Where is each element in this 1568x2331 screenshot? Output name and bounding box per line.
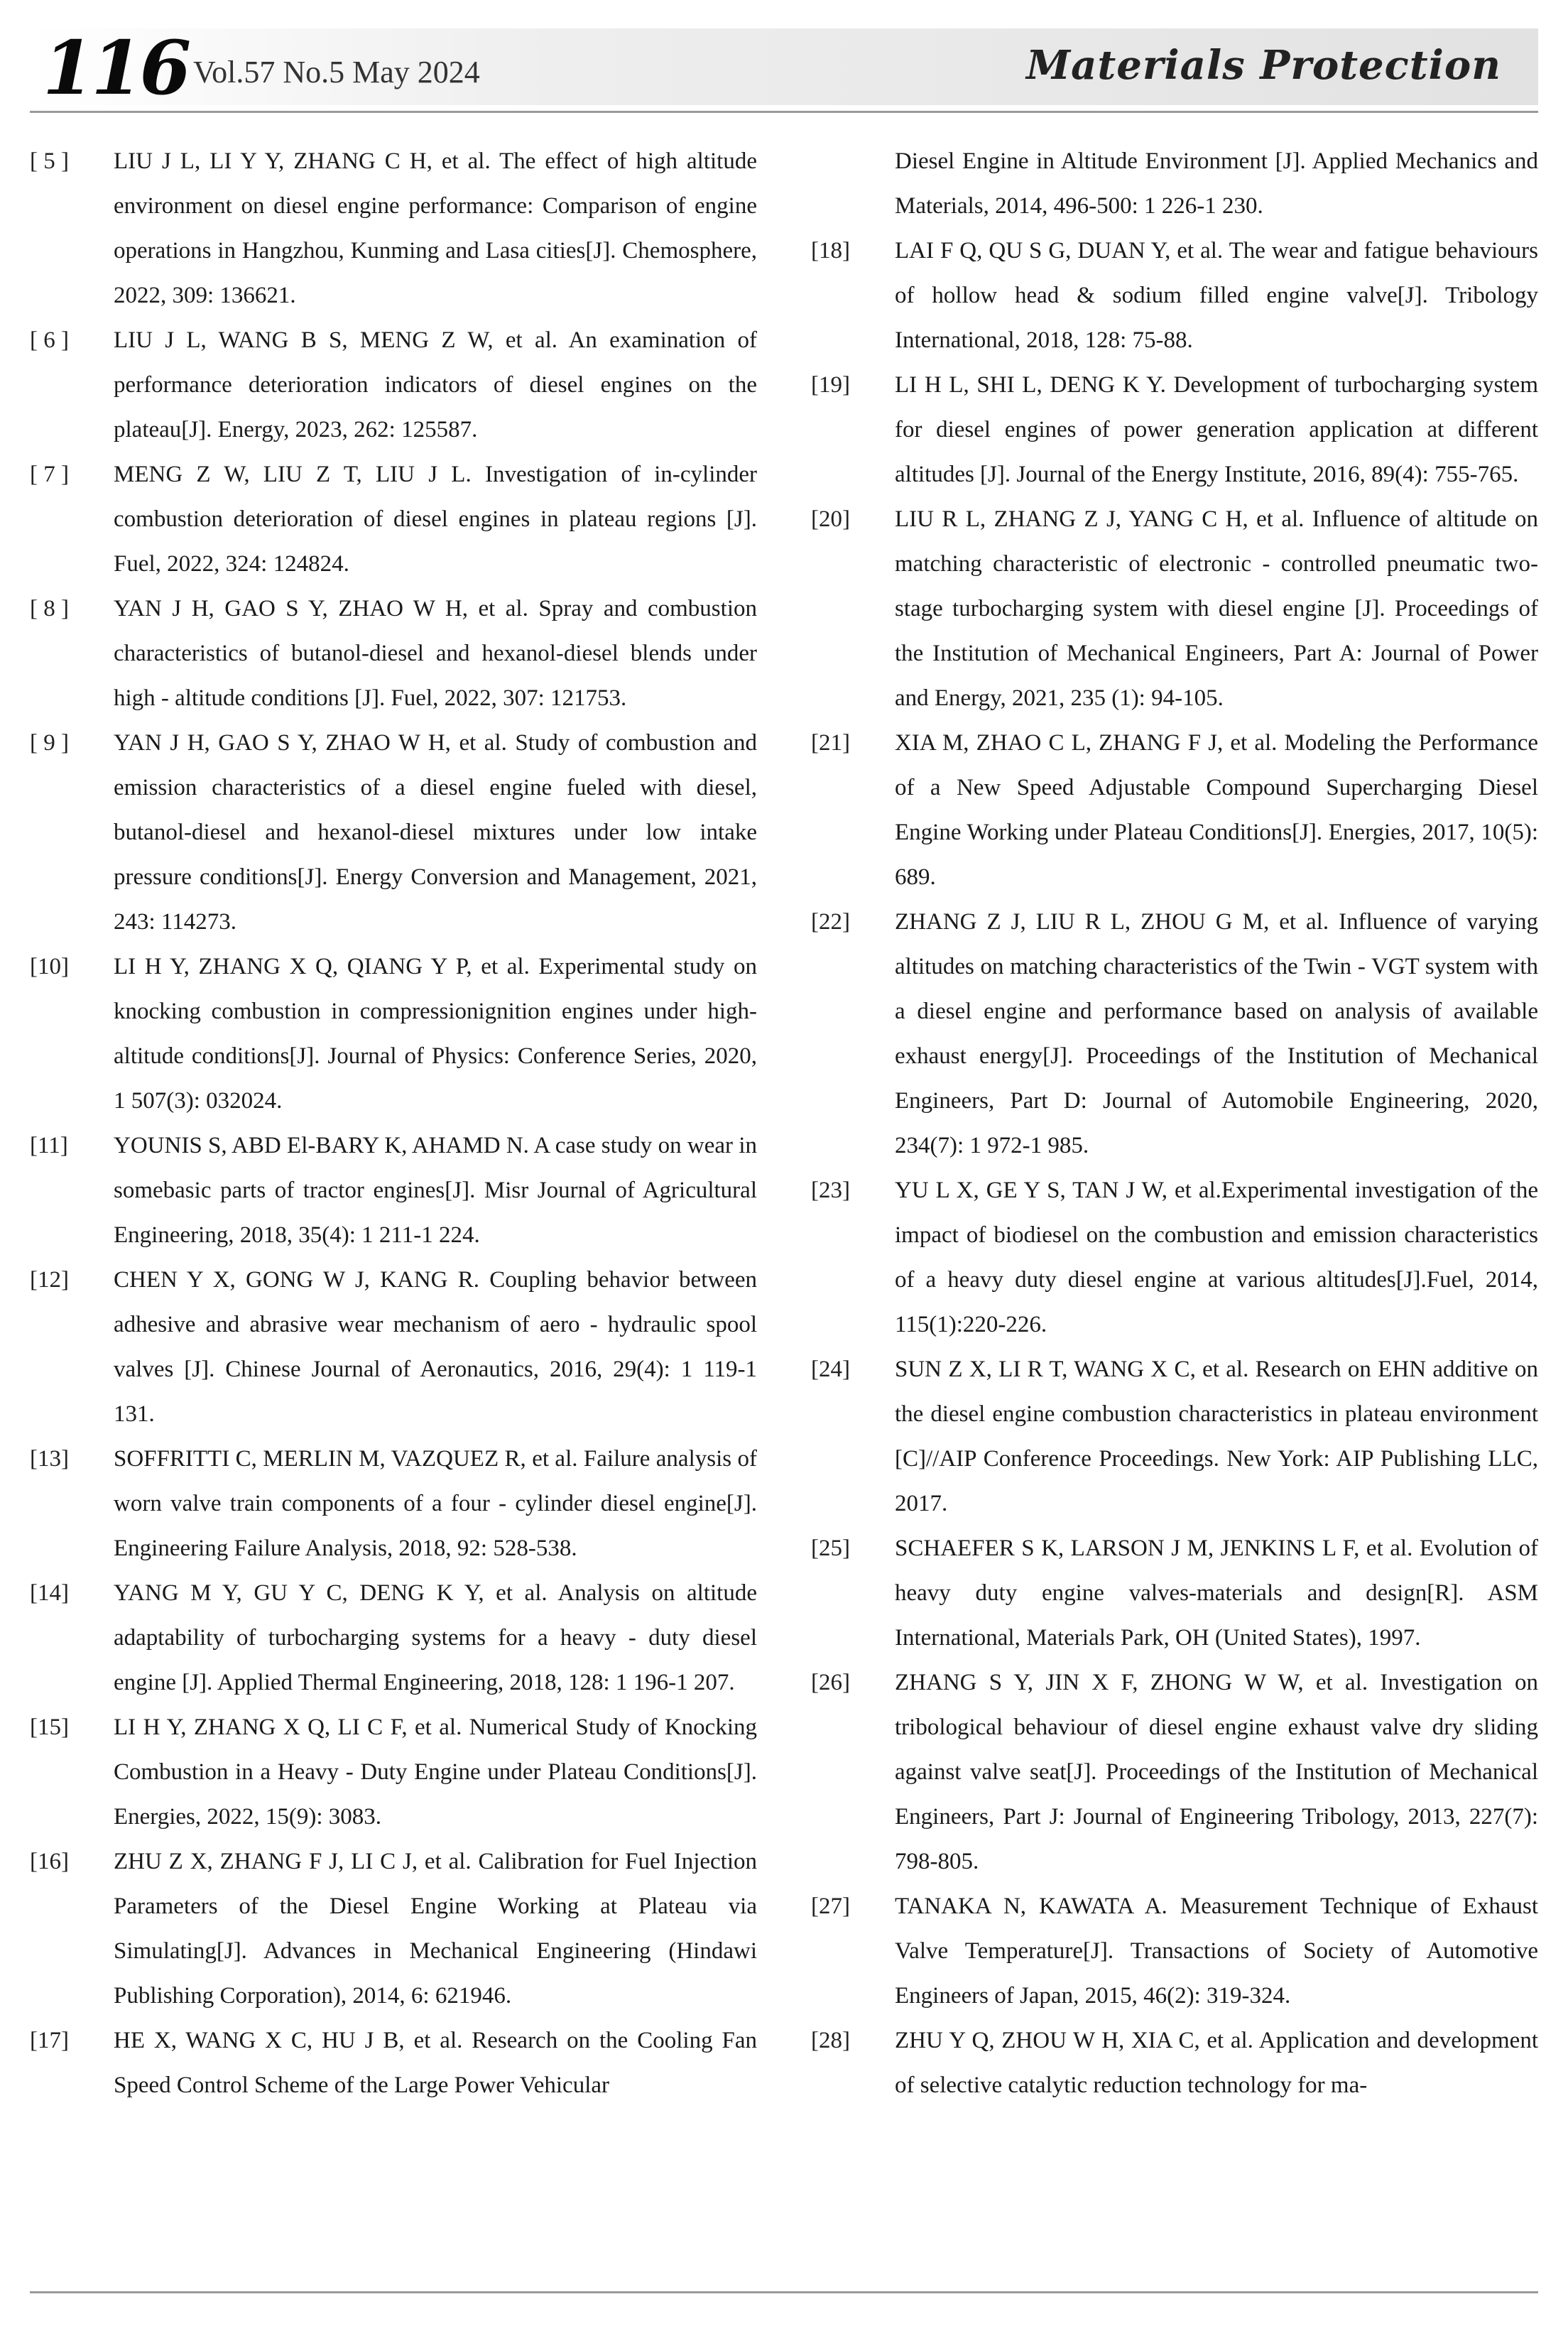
reference-item	[30, 318, 757, 452]
reference-number: [ 6 ]	[30, 327, 69, 353]
reference-number: [19]	[811, 372, 850, 398]
reference-item	[30, 721, 757, 945]
reference-text: LIU R L, ZHANG Z J, YANG C H, et al. Influence of altitude on matching characteristic of electronic - controlled pneumatic two-stage turbocharging system with diesel engine [J]. Proceedings of the Institution of Mechanical Engineers, Part A: Journal of Power and Energy, 2021, 235 (1): 94-105.	[895, 506, 1538, 711]
reference-text: LIU J L, WANG B S, MENG Z W, et al. An examination of performance deterioration indicators of diesel engines on the plateau[J]. Energy, 2023, 262: 125587.	[114, 327, 757, 442]
reference-text: ZHANG Z J, LIU R L, ZHOU G M, et al. Influence of varying altitudes on matching characteristics of the Twin - VGT system with a diesel engine and performance based on analysis of available exhaust energy[J]. Proceedings of the Institution of Mechanical Engineers, Part D: Journal of Automobile Engineering, 2020, 234(7): 1 972-1 985.	[895, 909, 1538, 1158]
issue-info: Vol.57 No.5 May 2024	[193, 55, 480, 89]
reference-item	[811, 229, 1538, 363]
reference-item	[30, 452, 757, 587]
reference-number: [ 5 ]	[30, 148, 69, 174]
reference-text: LI H Y, ZHANG X Q, QIANG Y P, et al. Experimental study on knocking combustion in compressionignition engines under high-altitude conditions[J]. Journal of Physics: Conference Series, 2020, 1 507(3): 032024.	[114, 954, 757, 1114]
reference-text: TANAKA N, KAWATA A. Measurement Technique of Exhaust Valve Temperature[J]. Transactions of Society of Automotive Engineers of Japan, 2015, 46(2): 319-324.	[895, 1893, 1538, 2009]
reference-number: [22]	[811, 909, 850, 935]
reference-item	[30, 1124, 757, 1258]
reference-number: [10]	[30, 954, 69, 979]
reference-number: [27]	[811, 1893, 850, 1919]
reference-text: ZHU Y Q, ZHOU W H, XIA C, et al. Application and development of selective catalytic reduction technology for ma-	[895, 2028, 1538, 2098]
reference-text: ZHU Z X, ZHANG F J, LI C J, et al. Calibration for Fuel Injection Parameters of the Diesel Engine Working at Plateau via Simulating[J]. Advances in Mechanical Engineering (Hindawi Publishing Corporation), 2014, 6: 621946.	[114, 1849, 757, 2009]
reference-text: LIU J L, LI Y Y, ZHANG C H, et al. The effect of high altitude environment on diesel engine performance: Comparison of engine operations in Hangzhou, Kunming and Lasa cities[J]. Chemosphere, 2022, 309: 136621.	[114, 148, 757, 308]
reference-number: [15]	[30, 1715, 69, 1740]
reference-text: Diesel Engine in Altitude Environment [J]. Applied Mechanics and Materials, 2014, 496-500: 1 226-1 230.	[895, 148, 1538, 219]
reference-text: YAN J H, GAO S Y, ZHAO W H, et al. Study of combustion and emission characteristics of a diesel engine fueled with diesel, butanol-diesel and hexanol-diesel mixtures under low intake pressure conditions[J]. Energy Conversion and Management, 2021, 243: 114273.	[114, 730, 757, 935]
reference-number: [21]	[811, 730, 850, 756]
reference-text: LAI F Q, QU S G, DUAN Y, et al. The wear and fatigue behaviours of hollow head & sodium filled engine valve[J]. Tribology International, 2018, 128: 75-88.	[895, 238, 1538, 353]
reference-item	[30, 587, 757, 721]
reference-number: [18]	[811, 238, 850, 263]
reference-number: [12]	[30, 1267, 69, 1293]
reference-number: [23]	[811, 1178, 850, 1203]
reference-item	[30, 1840, 757, 2018]
reference-number: [17]	[30, 2028, 69, 2053]
reference-text: YANG M Y, GU Y C, DENG K Y, et al. Analysis on altitude adaptability of turbocharging systems for a heavy - duty diesel engine [J]. Applied Thermal Engineering, 2018, 128: 1 196-1 207.	[114, 1580, 757, 1695]
reference-item	[811, 1884, 1538, 2018]
footer-rule	[30, 2291, 1538, 2293]
reference-item	[811, 900, 1538, 1168]
reference-item	[811, 1347, 1538, 1526]
reference-item	[811, 497, 1538, 721]
reference-number: [16]	[30, 1849, 69, 1874]
reference-number: [25]	[811, 1536, 850, 1561]
reference-text: LI H Y, ZHANG X Q, LI C F, et al. Numerical Study of Knocking Combustion in a Heavy - Duty Engine under Plateau Conditions[J]. Energies, 2022, 15(9): 3083.	[114, 1715, 757, 1830]
reference-number: [ 8 ]	[30, 596, 69, 621]
reference-text: YU L X, GE Y S, TAN J W, et al.Experimental investigation of the impact of biodiesel on the combustion and emission characteristics of a heavy duty diesel engine at various altitudes[J].Fuel, 2014, 115(1):220-226.	[895, 1178, 1538, 1337]
reference-item	[811, 2018, 1538, 2108]
reference-column-right	[811, 139, 1538, 2108]
reference-item	[811, 1526, 1538, 1661]
reference-text: SOFFRITTI C, MERLIN M, VAZQUEZ R, et al. Failure analysis of worn valve train components of a four - cylinder diesel engine[J]. Engineering Failure Analysis, 2018, 92: 528-538.	[114, 1446, 757, 1561]
reference-item	[30, 1571, 757, 1705]
reference-item	[811, 721, 1538, 900]
reference-number: [ 7 ]	[30, 462, 69, 487]
reference-item	[30, 945, 757, 1124]
reference-text: HE X, WANG X C, HU J B, et al. Research on the Cooling Fan Speed Control Scheme of the Large Power Vehicular	[114, 2028, 757, 2098]
reference-column-left	[30, 139, 757, 2108]
reference-continuation	[811, 139, 1538, 229]
reference-number: [20]	[811, 506, 850, 532]
reference-text: SUN Z X, LI R T, WANG X C, et al. Research on EHN additive on the diesel engine combustion characteristics in plateau environment [C]//AIP Conference Proceedings. New York: AIP Publishing LLC, 2017.	[895, 1357, 1538, 1516]
reference-number: [11]	[30, 1133, 68, 1158]
journal-name: Materials Protection	[1026, 42, 1501, 89]
reference-text: CHEN Y X, GONG W J, KANG R. Coupling behavior between adhesive and abrasive wear mechanism of aero - hydraulic spool valves [J]. Chinese Journal of Aeronautics, 2016, 29(4): 1 119-1 131.	[114, 1267, 757, 1427]
reference-text: YOUNIS S, ABD El-BARY K, AHAMD N. A case study on wear in somebasic parts of tractor engines[J]. Misr Journal of Agricultural Engineering, 2018, 35(4): 1 211-1 224.	[114, 1133, 757, 1248]
reference-number: [13]	[30, 1446, 69, 1472]
reference-number: [ 9 ]	[30, 730, 69, 756]
reference-number: [14]	[30, 1580, 69, 1606]
reference-item	[811, 363, 1538, 497]
reference-number: [24]	[811, 1357, 850, 1382]
reference-text: MENG Z W, LIU Z T, LIU J L. Investigation of in-cylinder combustion deterioration of diesel engines in plateau regions [J]. Fuel, 2022, 324: 124824.	[114, 462, 757, 577]
reference-item	[30, 139, 757, 318]
reference-text: XIA M, ZHAO C L, ZHANG F J, et al. Modeling the Performance of a New Speed Adjustable Compound Supercharging Diesel Engine Working under Plateau Conditions[J]. Energies, 2017, 10(5): 689.	[895, 730, 1538, 890]
reference-number: [28]	[811, 2028, 850, 2053]
reference-item	[30, 2018, 757, 2108]
reference-text: YAN J H, GAO S Y, ZHAO W H, et al. Spray and combustion characteristics of butanol-diesel and hexanol-diesel blends under high - altitude conditions [J]. Fuel, 2022, 307: 121753.	[114, 596, 757, 711]
reference-text: SCHAEFER S K, LARSON J M, JENKINS L F, et al. Evolution of heavy duty engine valves-materials and design[R]. ASM International, Materials Park, OH (United States), 1997.	[895, 1536, 1538, 1651]
reference-item	[30, 1705, 757, 1840]
reference-item	[30, 1258, 757, 1437]
reference-text: ZHANG S Y, JIN X F, ZHONG W W, et al. Investigation on tribological behaviour of diesel engine exhaust valve dry sliding against valve seat[J]. Proceedings of the Institution of Mechanical Engineers, Part J: Journal of Engineering Tribology, 2013, 227(7): 798-805.	[895, 1670, 1538, 1874]
reference-item	[811, 1168, 1538, 1347]
page-number: 116	[43, 24, 189, 112]
reference-item	[811, 1661, 1538, 1884]
reference-item	[30, 1437, 757, 1571]
header-rule	[30, 111, 1538, 113]
reference-number: [26]	[811, 1670, 850, 1695]
reference-text: LI H L, SHI L, DENG K Y. Development of turbocharging system for diesel engines of power generation application at different altitudes [J]. Journal of the Energy Institute, 2016, 89(4): 755-765.	[895, 372, 1538, 487]
